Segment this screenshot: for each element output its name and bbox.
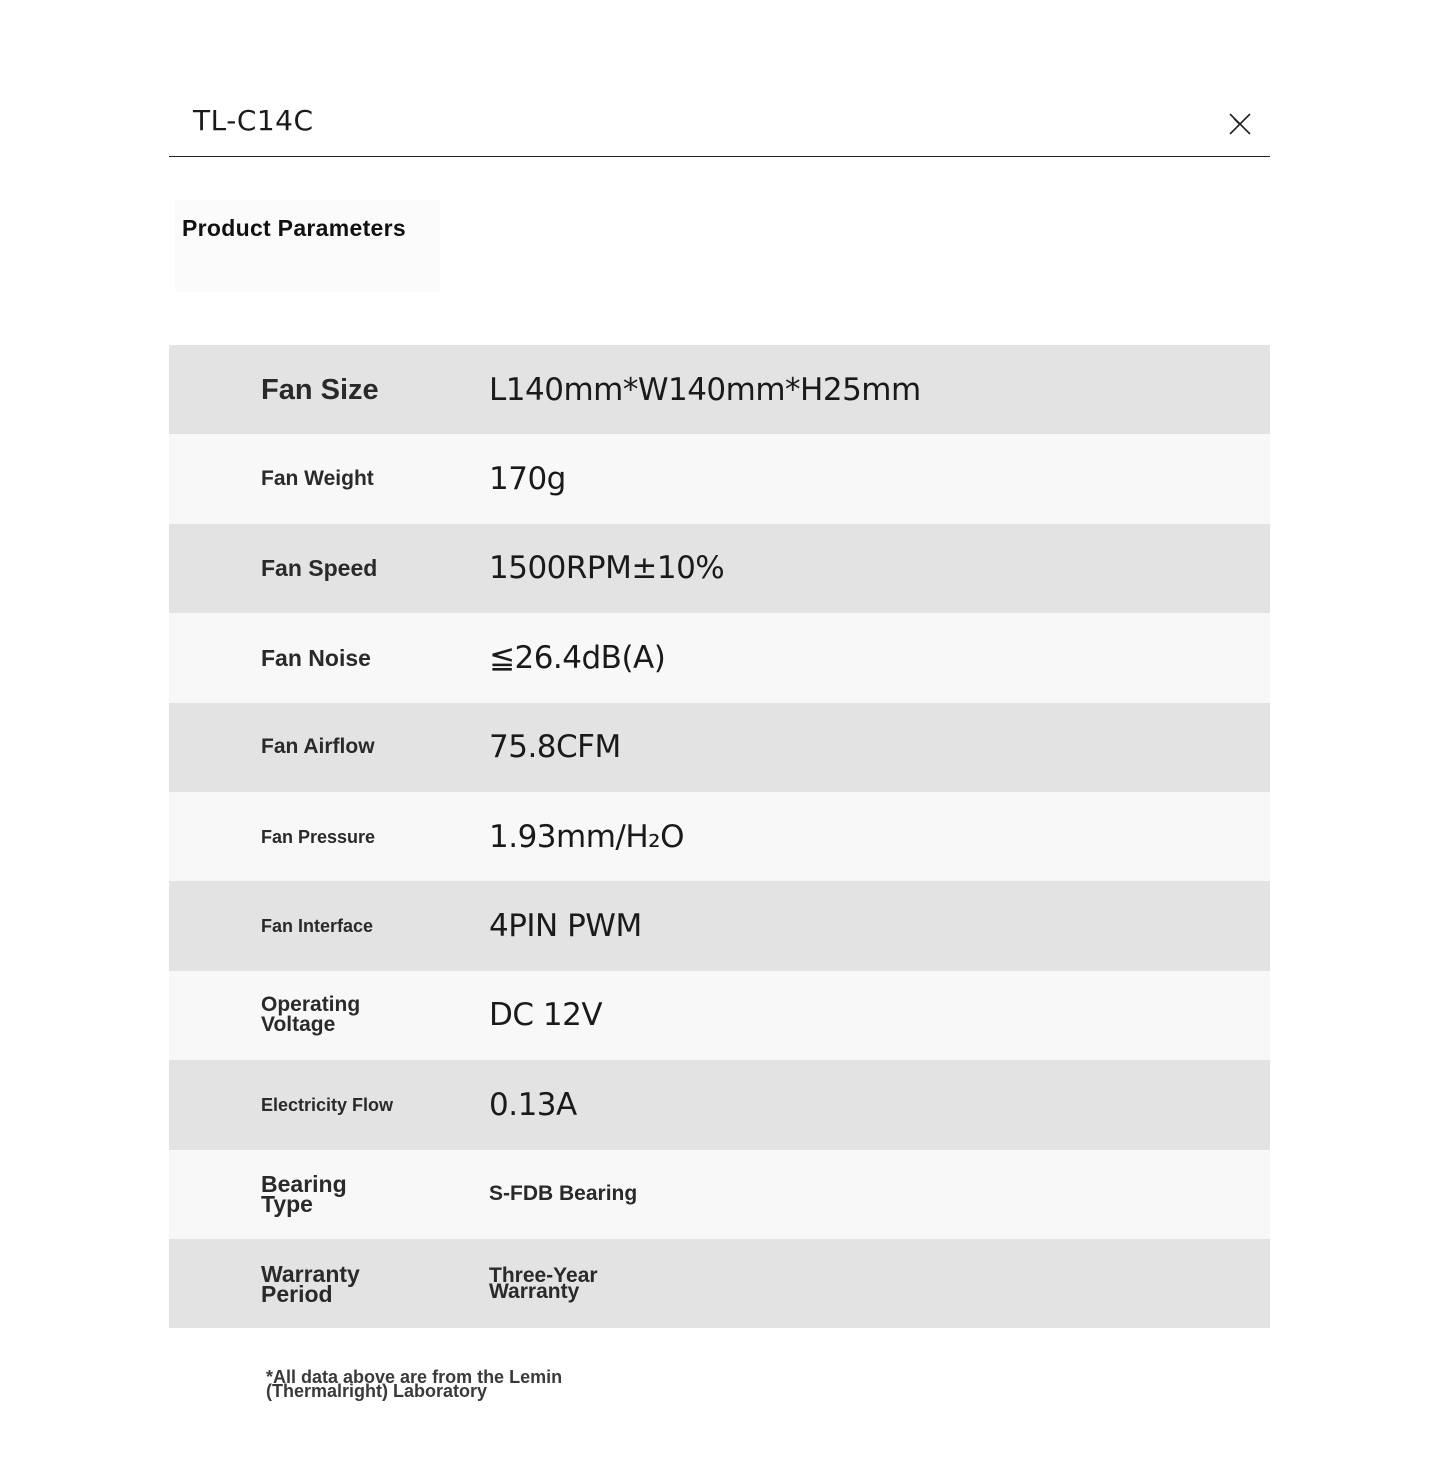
param-value: 170g	[489, 461, 566, 498]
section-title-background	[175, 200, 440, 292]
param-row-fan-weight	[169, 434, 1270, 523]
param-label: Warranty Period	[261, 1260, 360, 1307]
param-label: Fan Speed	[261, 555, 378, 582]
section-title: Product Parameters	[182, 215, 406, 241]
param-label: Bearing Type	[261, 1171, 347, 1218]
param-value: 4PIN PWM	[489, 908, 642, 945]
param-value: 1.93mm/H₂O	[489, 818, 685, 855]
param-value: L140mm*W140mm*H25mm	[489, 371, 921, 408]
param-value: S-FDB Bearing	[489, 1182, 638, 1206]
param-value: DC 12V	[489, 997, 603, 1034]
param-row-fan-noise	[169, 613, 1270, 702]
param-label: Fan Noise	[261, 644, 371, 671]
param-row-bearing-type	[169, 1150, 1270, 1239]
param-row-fan-size	[169, 345, 1270, 434]
param-label: Electricity Flow	[261, 1094, 394, 1115]
param-row-fan-pressure	[169, 792, 1270, 881]
param-label: Operating Voltage	[261, 993, 361, 1037]
footnote: *All data above are from the Lemin (Thermalright) Laboratory	[266, 1367, 563, 1401]
param-label: Fan Weight	[261, 467, 374, 491]
param-row-fan-airflow	[169, 703, 1270, 792]
param-label: Fan Interface	[261, 916, 374, 937]
parameter-table	[169, 345, 1270, 1328]
param-value: ≦26.4dB(A)	[489, 639, 666, 676]
param-row-operating-voltage	[169, 971, 1270, 1060]
param-row-fan-interface	[169, 881, 1270, 970]
param-value: 0.13A	[489, 1086, 577, 1123]
param-row-fan-speed	[169, 524, 1270, 613]
param-value: 75.8CFM	[489, 729, 621, 766]
close-icon[interactable]	[1226, 110, 1254, 138]
param-value: Three-Year Warranty	[489, 1263, 598, 1303]
param-row-electricity-flow	[169, 1060, 1270, 1149]
product-header	[169, 90, 1270, 157]
param-label: Fan Size	[261, 373, 379, 406]
param-label: Fan Airflow	[261, 735, 375, 759]
param-row-warranty-period	[169, 1239, 1270, 1328]
param-value: 1500RPM±10%	[489, 550, 725, 587]
param-label: Fan Pressure	[261, 826, 376, 847]
model-title: TL-C14C	[193, 104, 314, 137]
